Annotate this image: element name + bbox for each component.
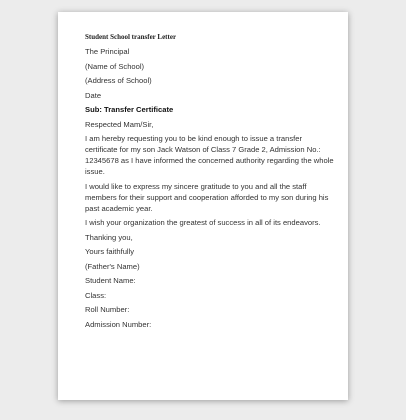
recipient-school-address: (Address of School) [85,76,152,85]
letter-date: Date [85,90,102,100]
closing-signer: (Father's Name) [85,261,140,271]
letter-subject: Sub: Transfer Certificate [85,105,174,114]
field-roll-number: Roll Number: [85,305,130,314]
closing-signoff: Yours faithfully [85,247,135,256]
letter-body [85,32,335,333]
letter-title: Student School transfer Letter [85,33,177,41]
field-admission-number: Admission Number: [85,319,152,329]
closing-thanks: Thanking you, [85,232,133,242]
field-student-name: Student Name: [85,276,136,285]
recipient-school-name: (Name of School) [85,61,145,71]
field-class: Class: [85,290,107,300]
body-paragraph-request: I am hereby requesting you to be kind enough to issue a transfer certificate for my son Jack Watson of Class 7 Grade 2, Admission No.: 12345678 as I have informed the concerned authority regarding the whole issue. [85,134,334,176]
salutation: Respected Mam/Sir, [85,119,154,129]
body-paragraph-wishes: I wish your organization the greatest of success in all of its endeavors. [85,218,321,227]
letter-page [58,12,348,400]
body-paragraph-gratitude: I would like to express my sincere gratitude to you and all the staff members for their support and cooperation afforded to my son during his past academic year. [85,181,329,213]
recipient-principal: The Principal [85,47,130,56]
